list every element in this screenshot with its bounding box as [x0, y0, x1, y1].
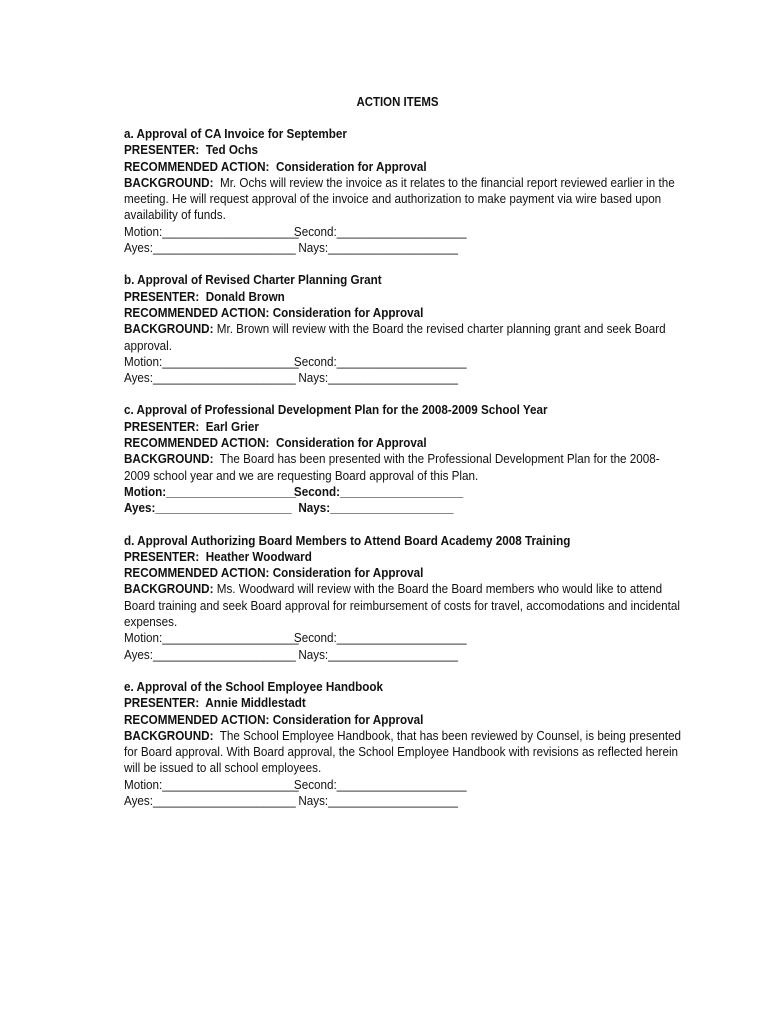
ayes-field: Ayes:______________________	[124, 370, 296, 386]
second-field: Second:___________________	[293, 483, 464, 499]
background-line	[124, 321, 666, 337]
item-heading: b. Approval of Revised Charter Planning Grant	[124, 272, 382, 288]
background-text: 2009 school year and we are requesting Board approval of this Plan.	[124, 467, 479, 483]
background-label: BACKGROUND:	[124, 321, 214, 337]
recommended-action-label: RECOMMENDED ACTION:	[124, 158, 270, 174]
second-field: Second:____________________	[293, 776, 467, 792]
motion-line	[124, 777, 620, 793]
background-text: Mr. Ochs will review the invoice as it relates to the financial report reviewed earlier in the	[219, 174, 675, 190]
presenter-line	[124, 549, 620, 565]
second-field: Second:____________________	[293, 630, 467, 646]
recommended-action-value: Consideration for Approval	[275, 158, 427, 174]
motion-field: Motion:_____________________	[124, 630, 299, 646]
recommended-action-value: Consideration for Approval	[272, 304, 424, 320]
background-text: Ms. Woodward will review with the Board the Board members who would like to attend	[216, 581, 663, 597]
presenter-line	[124, 142, 620, 158]
recommended-action-label: RECOMMENDED ACTION:	[124, 304, 270, 320]
action-item	[124, 126, 684, 256]
presenter-name: Ted Ochs	[205, 142, 259, 158]
item-heading: e. Approval of the School Employee Handbook	[124, 678, 383, 694]
nays-field: Nays:____________________	[298, 646, 459, 662]
background-line	[124, 581, 663, 597]
motion-field: Motion:_____________________	[124, 776, 299, 792]
presenter-name: Heather Woodward	[205, 548, 312, 564]
item-heading: d. Approval Authorizing Board Members to Attend Board Academy 2008 Training	[124, 532, 571, 548]
background-line	[124, 451, 660, 467]
background-text: will be issued to all school employees.	[124, 760, 322, 776]
item-heading: c. Approval of Professional Development Plan for the 2008-2009 School Year	[124, 402, 548, 418]
background-line	[124, 174, 675, 191]
motion-line	[124, 630, 620, 646]
ayes-line	[124, 370, 620, 386]
item-heading: a. Approval of CA Invoice for September	[124, 126, 347, 141]
background-text: The School Employee Handbook, that has been reviewed by Counsel, is being presented	[219, 727, 682, 743]
ayes-line	[124, 240, 620, 256]
motion-field: Motion:_____________________	[124, 223, 299, 239]
presenter-label: PRESENTER:	[124, 142, 200, 158]
background-text: meeting. He will request approval of the invoice and authorization to make payment via wire based upon	[124, 191, 662, 207]
presenter-label: PRESENTER:	[124, 288, 200, 304]
motion-line	[124, 354, 620, 370]
recommended-action-line	[124, 712, 620, 728]
motion-field: Motion:_____________________	[124, 353, 299, 369]
presenter-line	[124, 695, 620, 711]
recommended-action-line	[124, 435, 620, 451]
background-line	[124, 727, 682, 744]
background-label: BACKGROUND:	[124, 727, 214, 743]
page-title: ACTION ITEMS	[356, 94, 439, 109]
nays-field: Nays:____________________	[298, 370, 459, 386]
background-label: BACKGROUND:	[124, 581, 214, 597]
presenter-label: PRESENTER:	[124, 418, 200, 434]
ayes-line	[124, 500, 620, 516]
recommended-action-value: Consideration for Approval	[272, 565, 424, 581]
background-text: for Board approval. With Board approval, the School Employee Handbook with revisions as reflected herein	[124, 744, 679, 760]
presenter-name: Earl Grier	[205, 418, 259, 434]
ayes-field: Ayes:______________________	[124, 792, 296, 808]
second-field: Second:____________________	[293, 223, 467, 239]
action-items-list	[124, 126, 684, 825]
action-item	[124, 402, 684, 516]
presenter-name: Donald Brown	[205, 288, 285, 304]
background-text: expenses.	[124, 614, 178, 630]
recommended-action-value: Consideration for Approval	[272, 711, 424, 727]
background-text: Board training and seek Board approval for reimbursement of costs for travel, accomodations and incidental	[124, 597, 680, 613]
ayes-line	[124, 793, 620, 809]
nays-field: Nays:____________________	[298, 792, 459, 808]
recommended-action-line	[124, 159, 620, 175]
background-text: The Board has been presented with the Professional Development Plan for the 2008-	[219, 451, 660, 467]
background-label: BACKGROUND:	[124, 451, 214, 467]
action-item	[124, 679, 684, 809]
recommended-action-label: RECOMMENDED ACTION:	[124, 565, 270, 581]
presenter-label: PRESENTER:	[124, 548, 200, 564]
motion-field: Motion:____________________	[124, 483, 296, 499]
presenter-name: Annie Middlestadt	[205, 695, 306, 711]
ayes-field: Ayes:______________________	[124, 240, 296, 256]
presenter-label: PRESENTER:	[124, 695, 200, 711]
presenter-line	[124, 289, 620, 305]
recommended-action-value: Consideration for Approval	[275, 435, 427, 451]
motion-line	[124, 224, 620, 240]
background-text: availability of funds.	[124, 207, 226, 223]
nays-field: Nays:____________________	[298, 240, 459, 256]
ayes-field: Ayes:______________________	[124, 646, 296, 662]
recommended-action-line	[124, 305, 620, 321]
nays-field: Nays:___________________	[298, 500, 454, 516]
background-text: approval.	[124, 337, 173, 353]
background-label: BACKGROUND:	[124, 174, 214, 190]
background-text: Mr. Brown will review with the Board the revised charter planning grant and seek Board	[216, 321, 666, 337]
recommended-action-label: RECOMMENDED ACTION:	[124, 711, 270, 727]
action-item	[124, 533, 684, 663]
action-item	[124, 272, 684, 386]
recommended-action-line	[124, 565, 620, 581]
presenter-line	[124, 419, 620, 435]
ayes-line	[124, 647, 620, 663]
motion-line	[124, 484, 620, 500]
ayes-field: Ayes:_____________________	[124, 500, 292, 516]
recommended-action-label: RECOMMENDED ACTION:	[124, 435, 270, 451]
second-field: Second:____________________	[293, 353, 467, 369]
